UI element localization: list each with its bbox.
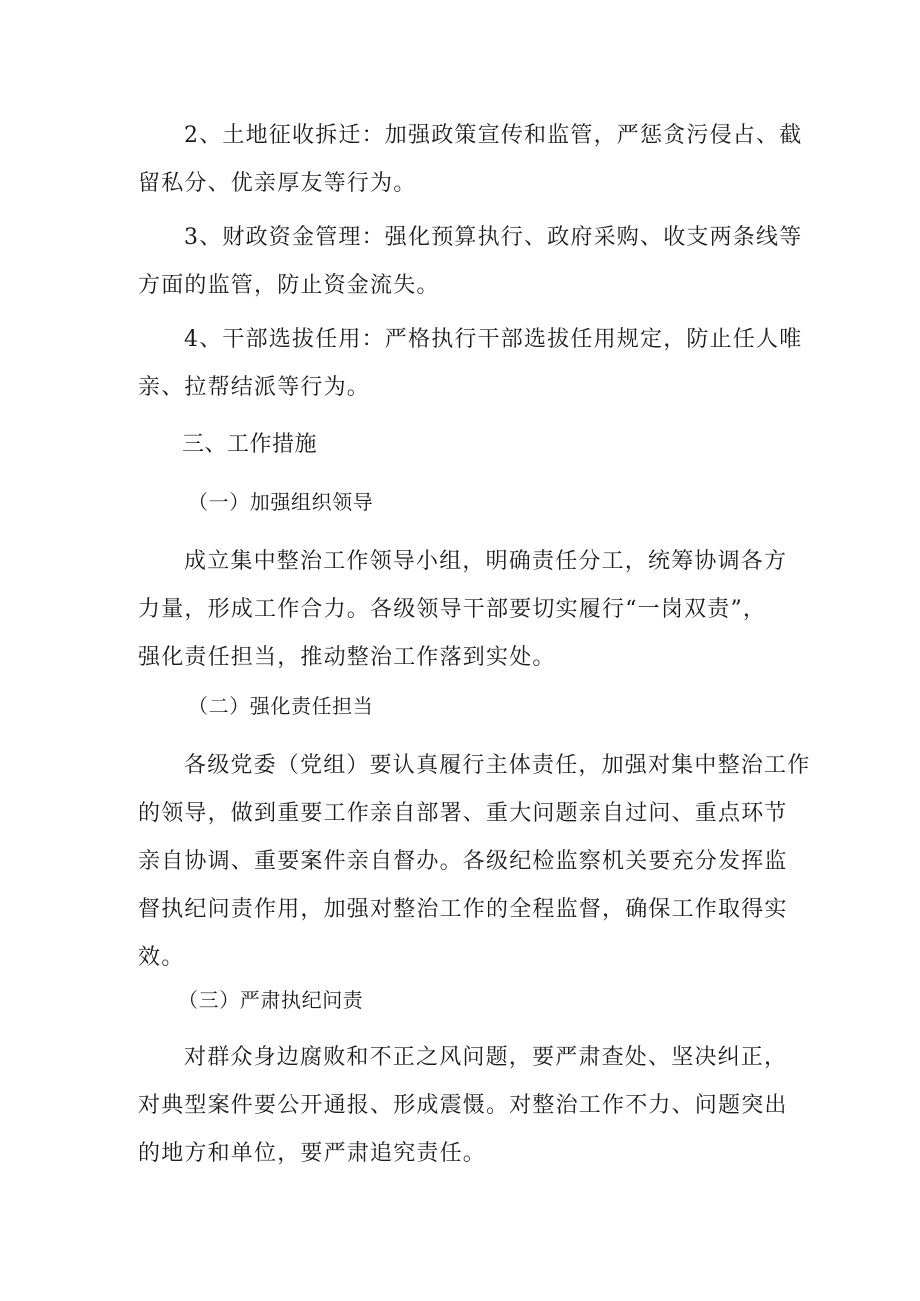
paragraph-line: 2、土地征收拆迁：加强政策宣传和监管，严惩贪污侵占、截: [184, 123, 803, 148]
list-item-fiscal-funds: [138, 214, 803, 310]
paragraph-line: 对典型案件要公开通报、形成震慑。对整治工作不力、问题突出: [138, 1093, 788, 1118]
paragraph-line: 留私分、优亲厚友等行为。: [138, 171, 417, 196]
paragraph-line: 督执纪问责作用，加强对整治工作的全程监督，确保工作取得实: [138, 897, 788, 922]
subsection-paragraph: [138, 742, 811, 982]
paragraph-line: 的地方和单位，要严肃追究责任。: [138, 1141, 487, 1166]
paragraph-line: 效。: [138, 945, 185, 970]
paragraph-line: 的领导，做到重要工作亲自部署、重大问题亲自过问、重点环节: [138, 801, 788, 826]
subsection-heading: （一）加强组织领导: [188, 490, 374, 514]
list-item-cadre-selection: [138, 316, 803, 412]
list-item-land-requisition: [138, 112, 803, 208]
subsection-paragraph: [138, 1034, 792, 1178]
paragraph-line: 亲自协调、重要案件亲自督办。各级纪检监察机关要充分发挥监: [138, 849, 788, 874]
subsection-heading: （二）强化责任担当: [188, 694, 374, 718]
section-heading: 三、工作措施: [182, 432, 318, 457]
paragraph-line: 3、财政资金管理：强化预算执行、政府采购、收支两条线等: [184, 225, 803, 250]
subsection-paragraph: [138, 538, 792, 682]
paragraph-line: 4、干部选拔任用：严格执行干部选拔任用规定，防止任人唯: [184, 327, 803, 352]
paragraph-line: 方面的监管，防止资金流失。: [138, 273, 440, 298]
paragraph-line: 成立集中整治工作领导小组，明确责任分工，统筹协调各方: [184, 549, 788, 574]
paragraph-line: 亲、拉帮结派等行为。: [138, 375, 371, 400]
paragraph-line: 各级党委（党组）要认真履行主体责任，加强对集中整治工作: [184, 753, 811, 778]
subsection-heading: （三）严肃执纪问责: [178, 988, 364, 1012]
paragraph-line: 对群众身边腐败和不正之风问题，要严肃查处、坚决纠正，: [184, 1045, 788, 1070]
paragraph-line: 力量，形成工作合力。各级领导干部要切实履行“一岗双责”，: [138, 597, 767, 622]
paragraph-line: 强化责任担当，推动整治工作落到实处。: [138, 645, 556, 670]
